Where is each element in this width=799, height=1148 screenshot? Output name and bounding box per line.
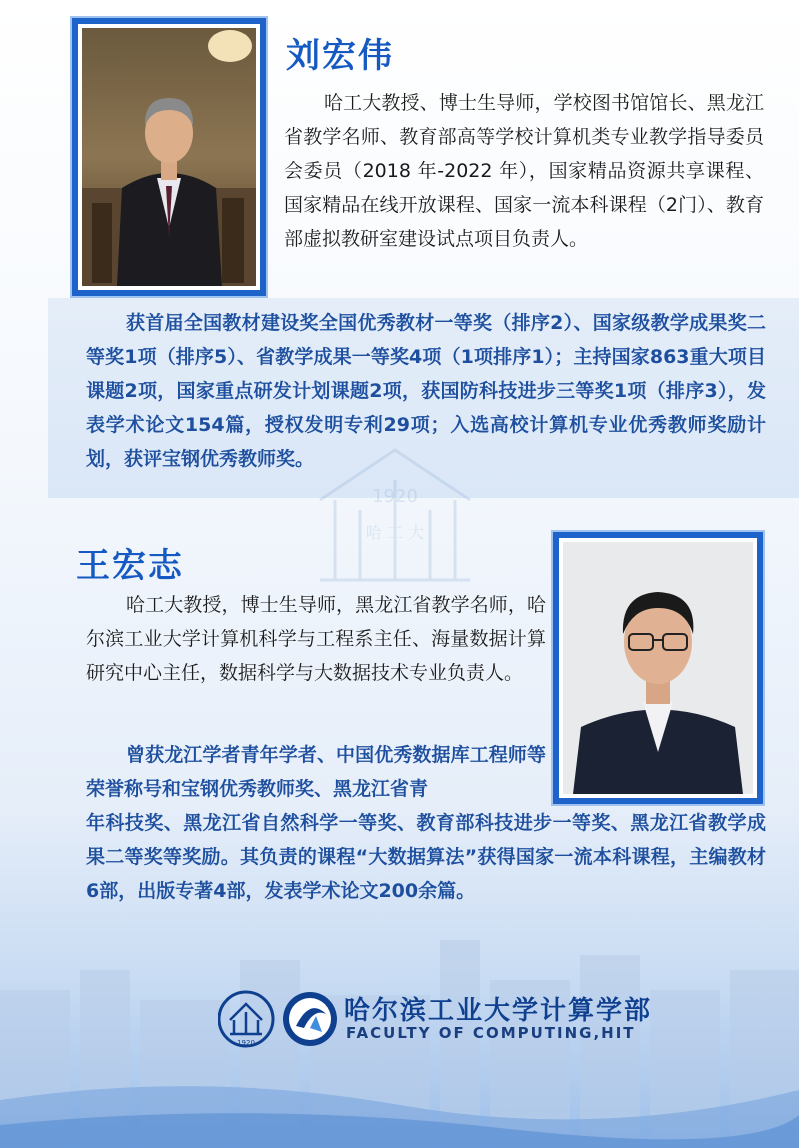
person1-intro: 哈工大教授、博士生导师，学校图书馆馆长、黑龙江省教学名师、教育部高等学校计算机类专业教学指导委员会委员（2018 年-2022 年），国家精品资源共享课程、国家精品在线开放课程、国家一流本科课程（2门）、教育部虚拟教研室建设试点项目负责人。 xyxy=(284,92,764,250)
person1-name: 刘宏伟 xyxy=(286,36,394,76)
footer-title: 哈尔滨工业大学计算学部 xyxy=(344,996,653,1026)
hit-emblem-icon xyxy=(219,992,273,1047)
portrait-1-image xyxy=(82,28,256,286)
portrait-2-image xyxy=(563,542,753,794)
watermark-year: 1920 xyxy=(372,486,418,507)
portrait-photo-2 xyxy=(553,532,763,804)
person2-awards-part2: 年科技奖、黑龙江省自然科学一等奖、教育部科技进步一等奖、黑龙江省教学成果二等奖等奖励。其负责的课程“大数据算法”获得国家一流本科课程，主编教材6部，出版专著4部，发表学术论文200余篇。 xyxy=(86,812,766,902)
person1-awards: 获首届全国教材建设奖全国优秀教材一等奖（排序2）、国家级教学成果奖二等奖1项（排序5）、省教学成果一等奖4项（1项排序1）；主持国家863重大项目课题2项，国家重点研发计划课题2项，获国防科技进步三等奖1项（排序3），发表学术论文154篇，授权发明专利29项；入选高校计算机专业优秀教师奖励计划，获评宝钢优秀教师奖。 xyxy=(86,312,766,470)
person2-name: 王宏志 xyxy=(76,546,184,586)
emblem-year: 1920 xyxy=(237,1039,255,1047)
hit-logos xyxy=(218,988,338,1050)
computing-faculty-logo-icon xyxy=(283,992,337,1046)
person2-intro: 哈工大教授，博士生导师，黑龙江省教学名师，哈尔滨工业大学计算机科学与工程系主任、海量数据计算研究中心主任，数据科学与大数据技术专业负责人。 xyxy=(86,594,546,684)
watermark-text: 哈 工 大 xyxy=(365,523,425,542)
portrait-photo-1 xyxy=(72,18,266,296)
footer-subtitle: FACULTY OF COMPUTING,HIT xyxy=(346,1024,636,1042)
person2-awards-part1: 曾获龙江学者青年学者、中国优秀数据库工程师等荣誉称号和宝钢优秀教师奖、黑龙江省青 xyxy=(86,744,546,800)
